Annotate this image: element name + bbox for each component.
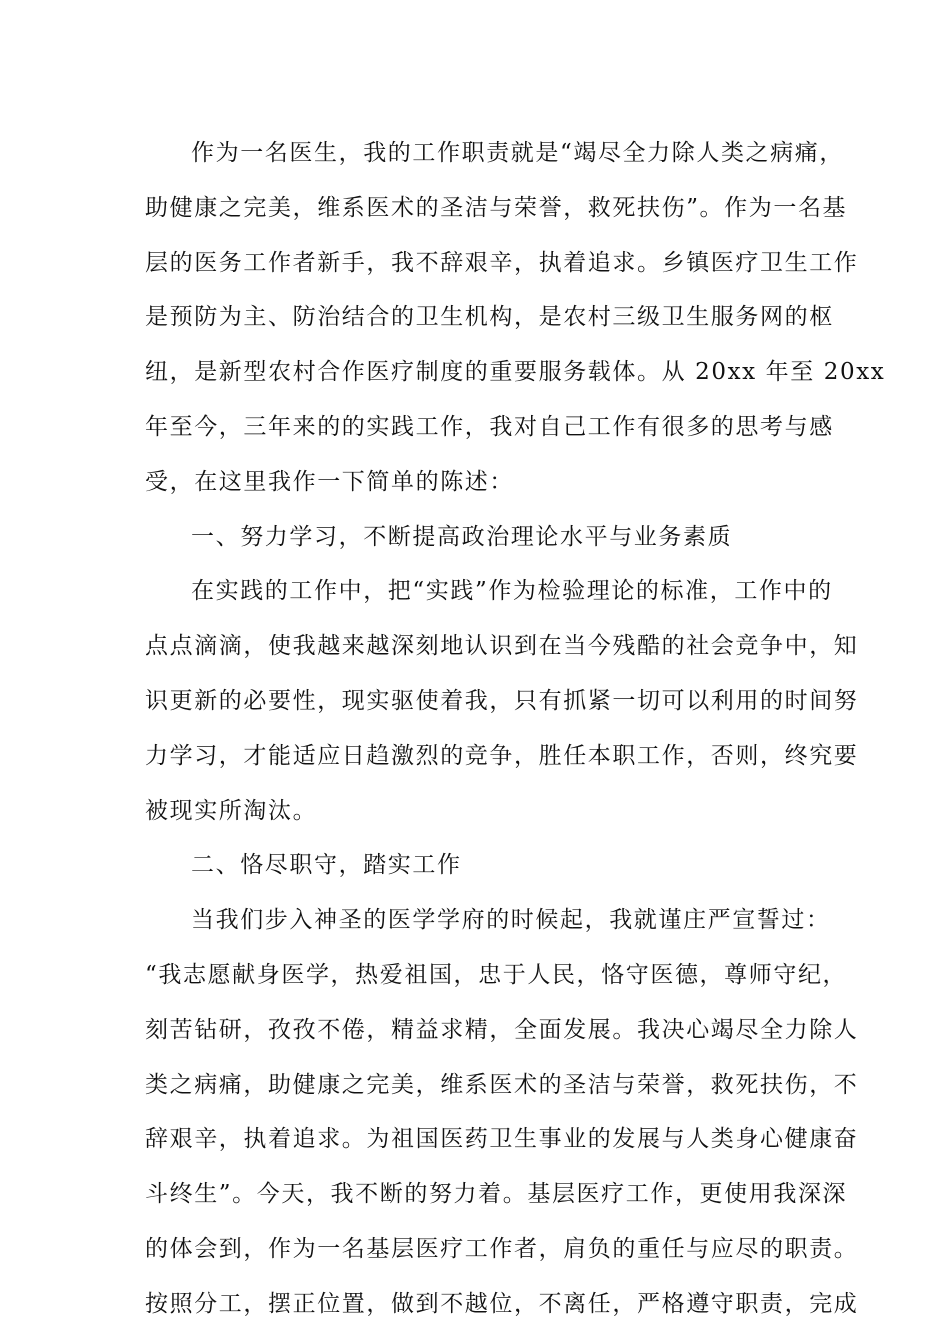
paragraph-line: 作为一名医生，我的工作职责就是“竭尽全力除人类之病痛， xyxy=(191,140,844,166)
paragraph-line: 刻苦钻研，孜孜不倦，精益求精，全面发展。我决心竭尽全力除人 xyxy=(145,1016,859,1043)
paragraph-line: 受，在这里我作一下简单的陈述： xyxy=(145,468,514,495)
paragraph-line: 助健康之完美，维系医术的圣洁与荣誉，救死扶伤”。作为一名基 xyxy=(145,194,848,221)
section-heading-1: 一、努力学习，不断提高政治理论水平与业务素质 xyxy=(191,523,733,550)
paragraph-line: 在实践的工作中，把“实践”作为检验理论的标准，工作中的 xyxy=(191,578,833,605)
document-body xyxy=(145,126,886,1332)
paragraph-line: 辞艰辛，执着追求。为祖国医药卫生事业的发展与人类身心健康奋 xyxy=(145,1126,859,1153)
paragraph-line: 识更新的必要性，现实驱使着我，只有抓紧一切可以利用的时间努 xyxy=(145,687,859,714)
paragraph-line: 层的医务工作者新手，我不辞艰辛，执着追求。乡镇医疗卫生工作 xyxy=(145,249,859,276)
paragraph-line: 的体会到，作为一名基层医疗工作者，肩负的重任与应尽的职责。 xyxy=(145,1235,859,1262)
section-heading-2: 二、恪尽职守，踏实工作 xyxy=(191,852,462,879)
paragraph-line: 是预防为主、防治结合的卫生机构，是农村三级卫生服务网的枢 xyxy=(145,304,834,331)
paragraph-line: 类之病痛，助健康之完美，维系医术的圣洁与荣誉，救死扶伤，不 xyxy=(145,1071,859,1098)
paragraph-line: 力学习，才能适应日趋激烈的竞争，胜任本职工作，否则，终究要 xyxy=(145,742,859,769)
paragraph-line: 年至今，三年来的的实践工作，我对自己工作有很多的思考与感 xyxy=(145,413,834,440)
paragraph-line: 被现实所淘汰。 xyxy=(145,797,318,824)
paragraph-line: 当我们步入神圣的医学学府的时候起，我就谨庄严宣誓过： xyxy=(191,907,831,934)
paragraph-line: “我志愿献身医学，热爱祖国，忠于人民，恪守医德，尊师守纪， xyxy=(145,961,848,988)
paragraph-line: 按照分工，摆正位置，做到不越位，不离任，严格遵守职责，完成 xyxy=(145,1290,859,1317)
paragraph-line: 点点滴滴，使我越来越深刻地认识到在当今残酷的社会竞争中，知 xyxy=(145,633,859,660)
paragraph-line: 纽，是新型农村合作医疗制度的重要服务载体。从 20xx 年至 20xx xyxy=(145,359,886,386)
paragraph-line: 斗终生”。今天，我不断的努力着。基层医疗工作，更使用我深深 xyxy=(145,1181,848,1208)
